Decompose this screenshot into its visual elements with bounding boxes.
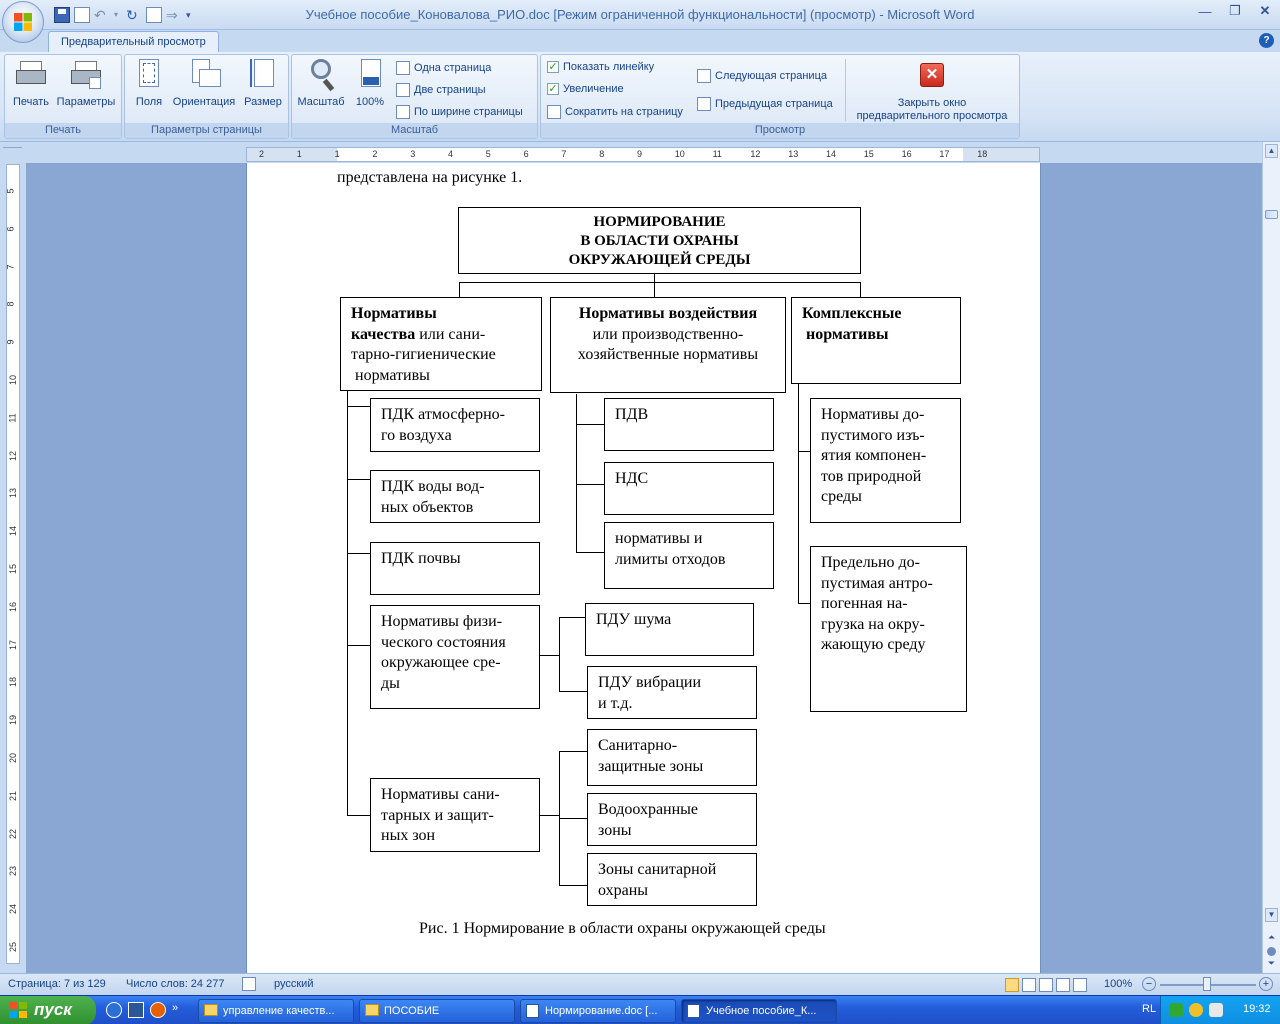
connector — [559, 617, 585, 618]
orientation-button[interactable] — [169, 57, 239, 108]
show-ruler-check-icon: ✓ — [548, 61, 558, 73]
ruler-number: 2 — [259, 149, 265, 159]
box-quality-standards — [340, 297, 542, 391]
windows-flag-icon — [8, 1001, 28, 1019]
ruler-number: 16 — [901, 149, 912, 159]
full-screen-reading-icon[interactable] — [1022, 978, 1036, 992]
box-pdu-noise — [585, 603, 754, 656]
restore-button[interactable]: ❐ — [1229, 3, 1241, 18]
keyboard-language[interactable]: RL — [1142, 1003, 1157, 1015]
box-line: погенная на- — [821, 595, 908, 612]
box-line: лимиты отходов — [615, 550, 726, 568]
window-title: Учебное пособие_Коновалова_РИО.doc [Режим ограниченной функциональности] (просмотр) - Microsoft Word — [305, 7, 975, 22]
document-page[interactable] — [246, 163, 1041, 973]
vertical-ruler-number: 15 — [8, 563, 19, 575]
quality-subtitle-3: нормативы — [355, 366, 430, 384]
box-sanitary-protection-areas — [587, 853, 757, 906]
two-pages-label: Две страницы — [414, 84, 486, 96]
zoom-slider-thumb[interactable] — [1203, 977, 1211, 991]
vertical-ruler-number: 5 — [5, 188, 16, 194]
ruler-number: 7 — [561, 149, 567, 159]
ruler-number: 5 — [485, 149, 491, 159]
vertical-ruler-number: 14 — [8, 526, 19, 537]
previous-page-button[interactable] — [697, 97, 833, 111]
top-box-line: НОРМИРОВАНИЕ — [593, 214, 726, 230]
box-line: тарных и защит- — [381, 806, 494, 824]
ruler-number: 18 — [977, 149, 988, 159]
zoom-level[interactable]: 100% — [1104, 978, 1133, 990]
box-water-protection-zones — [587, 793, 757, 846]
box-anthropogenic-load — [810, 546, 967, 712]
send-icon[interactable]: ⇒ — [166, 7, 178, 23]
view-buttons — [1005, 978, 1087, 992]
shrink-one-page-button[interactable] — [547, 105, 683, 119]
connector — [654, 274, 655, 297]
outline-view-icon[interactable] — [1056, 978, 1070, 992]
one-page-icon — [396, 61, 410, 75]
folder-icon — [365, 1004, 379, 1016]
folder-icon — [204, 1004, 218, 1016]
group-divider — [845, 59, 846, 121]
scroll-thumb[interactable] — [1265, 210, 1278, 219]
task-label: Нормирование.doc [... — [545, 1005, 658, 1017]
connector — [347, 815, 370, 816]
page-width-icon — [396, 105, 410, 119]
ribbon — [0, 52, 1280, 142]
margins-icon — [132, 57, 166, 93]
shrink-label: Сократить на страницу — [565, 106, 683, 118]
ie-icon[interactable] — [106, 1002, 122, 1018]
margins-button[interactable] — [131, 57, 167, 108]
ruler-number: 14 — [826, 149, 837, 159]
task-label: ПОСОБИЕ — [384, 1005, 440, 1017]
ruler-number: 6 — [523, 149, 529, 159]
box-pdk-soil — [370, 542, 540, 595]
ruler-number: 4 — [448, 149, 454, 159]
connector — [860, 282, 861, 297]
windows-taskbar — [0, 995, 1280, 1024]
connector — [798, 451, 810, 452]
vertical-ruler[interactable] — [0, 148, 26, 973]
undo-icon[interactable]: ↶ — [94, 7, 106, 23]
size-button[interactable] — [241, 57, 285, 108]
ruler-number: 9 — [637, 149, 643, 159]
two-pages-button[interactable] — [396, 83, 486, 97]
print-button-label: Печать — [12, 96, 50, 108]
start-label: пуск — [34, 1000, 72, 1019]
next-page-icon — [697, 69, 711, 83]
vertical-ruler-number: 8 — [5, 301, 16, 307]
box-line: охраны — [598, 881, 649, 899]
connector — [459, 282, 460, 297]
box-line: среды — [821, 488, 862, 505]
box-line: ПДК атмосферно- — [381, 406, 505, 423]
window-controls — [1190, 0, 1280, 24]
box-pdu-vibration — [587, 666, 757, 719]
box-line: ных зон — [381, 827, 436, 844]
box-line: ПДУ шума — [596, 611, 672, 628]
redo-icon[interactable]: ↻ — [126, 7, 138, 23]
status-language[interactable]: русский — [274, 978, 314, 990]
clock: 19:32 — [1243, 1003, 1271, 1015]
box-line: защитные зоны — [598, 757, 704, 775]
vertical-scrollbar[interactable] — [1262, 142, 1280, 973]
vertical-ruler-number: 10 — [8, 374, 19, 386]
page-width-label: По ширине страницы — [414, 106, 523, 118]
connector — [559, 691, 587, 692]
zoom-label: Масштаб — [297, 96, 345, 108]
ruler-number: 17 — [939, 149, 950, 159]
group-print — [4, 54, 122, 139]
connector — [559, 818, 587, 819]
taskbar-item[interactable] — [520, 999, 676, 1023]
print-options-label: Параметры — [56, 96, 116, 108]
taskbar-item[interactable] — [359, 999, 515, 1023]
connector — [459, 282, 860, 283]
tray-app-icon[interactable] — [1209, 1003, 1223, 1017]
print-options-icon — [69, 57, 103, 93]
box-line: Зоны санитарной — [598, 861, 717, 878]
group-label-page-setup: Параметры страницы — [125, 123, 288, 138]
print-options-button[interactable] — [55, 57, 117, 108]
magnifier-label: Увеличение — [563, 83, 624, 95]
box-physical-state — [370, 605, 540, 709]
group-page-setup — [124, 54, 289, 139]
office-logo-icon — [13, 12, 33, 32]
box-line: ПДК почвы — [381, 550, 461, 567]
close-preview-button[interactable] — [847, 57, 1017, 123]
tab-print-preview[interactable]: Предварительный просмотр — [48, 31, 219, 53]
tray-network-icon[interactable] — [1169, 1003, 1183, 1017]
connector — [576, 394, 577, 552]
quality-subtitle: или сани- — [415, 325, 486, 343]
margins-label: Поля — [135, 96, 163, 108]
title-bar — [0, 0, 1280, 30]
connector — [347, 553, 370, 554]
shrink-icon — [547, 105, 561, 119]
connector — [576, 424, 604, 425]
box-line: Предельно до- — [821, 554, 920, 571]
ruler-number: 13 — [788, 149, 799, 159]
connector — [559, 885, 587, 886]
vertical-ruler-number: 18 — [8, 677, 19, 688]
box-line: Нормативы сани- — [381, 786, 500, 803]
spellcheck-icon[interactable] — [242, 977, 256, 991]
box-line: окружающее сре- — [381, 654, 501, 671]
undo-dropdown-icon[interactable]: ▾ — [114, 10, 119, 19]
tray-volume-icon[interactable] — [1189, 1003, 1203, 1017]
box-line: ПДУ вибрации — [598, 674, 702, 691]
zoom-button[interactable] — [296, 57, 346, 108]
orientation-icon — [187, 57, 221, 93]
box-line: ПДВ — [615, 406, 649, 423]
connector — [539, 655, 559, 656]
vertical-ruler-number: 24 — [8, 904, 19, 915]
vertical-ruler-number: 25 — [8, 941, 19, 953]
vertical-ruler-number: 17 — [8, 639, 19, 650]
box-nds — [604, 462, 774, 515]
vertical-ruler-number: 7 — [5, 264, 16, 270]
browse-object-icon[interactable] — [1267, 947, 1276, 956]
ruler-number: 11 — [712, 149, 722, 159]
page-100-icon — [353, 57, 387, 93]
box-line: ятия компонен- — [821, 447, 927, 464]
page-width-button[interactable] — [396, 105, 523, 119]
previous-page-icon — [697, 97, 711, 111]
ruler-number: 10 — [674, 149, 685, 159]
connector — [559, 751, 587, 752]
impact-subtitle-2: хозяйственные нормативы — [577, 346, 759, 363]
one-page-label: Одна страница — [414, 62, 492, 74]
connector — [798, 603, 810, 604]
ruler-number: 1 — [334, 149, 340, 159]
box-line: грузка на окру- — [821, 615, 925, 633]
task-label: управление качеств... — [223, 1005, 335, 1017]
vertical-ruler-number: 23 — [8, 866, 19, 877]
quick-launch-more-icon[interactable]: » — [172, 1002, 179, 1014]
connector — [347, 390, 348, 815]
horizontal-ruler[interactable] — [246, 147, 1040, 162]
zoom-100-label: 100% — [355, 96, 385, 108]
box-line: Водоохранные — [598, 801, 699, 818]
box-withdrawal-norms — [810, 398, 961, 523]
one-page-button[interactable] — [396, 61, 491, 75]
word-icon[interactable] — [128, 1002, 144, 1018]
draft-view-icon[interactable] — [1073, 978, 1087, 992]
magnifier-icon — [304, 57, 338, 93]
box-line: ческого состояния — [381, 633, 506, 651]
connector — [576, 552, 604, 553]
zoom-out-icon[interactable]: − — [1142, 977, 1156, 991]
box-pdk-air — [370, 398, 540, 452]
group-label-print: Печать — [5, 123, 121, 138]
group-preview — [540, 54, 1020, 139]
vertical-ruler-number: 6 — [5, 226, 16, 232]
ruler-number: 3 — [410, 149, 416, 159]
vertical-ruler-number: 21 — [8, 790, 19, 801]
two-pages-icon — [396, 83, 410, 97]
complex-title-1: Комплексные — [802, 305, 902, 322]
task-label: Учебное пособие_К... — [706, 1005, 817, 1017]
complex-title-2: нормативы — [806, 325, 889, 343]
taskbar-item-active[interactable] — [681, 999, 837, 1023]
box-line: пустимая антро- — [821, 574, 933, 592]
vertical-ruler-number: 22 — [8, 828, 19, 839]
print-layout-view-icon[interactable] — [1005, 978, 1019, 992]
connector — [576, 484, 604, 485]
orientation-label: Ориентация — [172, 96, 236, 108]
close-button[interactable]: ✕ — [1259, 3, 1271, 18]
box-line: нормативы и — [615, 530, 703, 547]
customize-qat-icon[interactable]: ▾ — [186, 10, 191, 20]
taskbar-item[interactable] — [198, 999, 354, 1023]
box-waste-limits — [604, 522, 774, 589]
box-pdk-water — [370, 470, 540, 523]
vertical-ruler-number: 9 — [5, 339, 16, 345]
box-line: го воздуха — [381, 426, 452, 444]
printer-icon — [14, 57, 48, 93]
box-line: ПДК воды вод- — [381, 478, 485, 495]
page-size-icon — [246, 57, 280, 93]
connector — [347, 479, 370, 480]
ruler-number: 12 — [750, 149, 761, 159]
minimize-button[interactable]: — — [1198, 3, 1212, 19]
box-line: Нормативы до- — [821, 406, 925, 423]
box-line: зоны — [598, 821, 632, 839]
print-button[interactable] — [9, 57, 53, 108]
close-preview-label-2: предварительного просмотра — [856, 110, 1008, 122]
vertical-ruler-number: 11 — [7, 413, 18, 423]
box-sanitary-protection-zones — [587, 729, 757, 786]
box-line: тов природной — [821, 467, 922, 485]
ruler-number: 1 — [296, 149, 302, 159]
box-line: НДС — [615, 470, 649, 487]
close-preview-label-1: Закрыть окно — [897, 97, 967, 109]
connector — [347, 406, 370, 407]
box-line: жающую среду — [821, 636, 926, 653]
connector — [559, 617, 560, 691]
box-pdv — [604, 398, 774, 451]
box-line: ды — [381, 674, 400, 692]
quality-title: Нормативы — [351, 305, 437, 322]
next-page-arrow-icon[interactable]: ⏷ — [1267, 958, 1276, 968]
magnifier-checkbox[interactable] — [547, 83, 624, 95]
box-line: Нормативы физи- — [381, 613, 503, 630]
scroll-down-icon[interactable]: ▼ — [1265, 908, 1278, 922]
next-page-label: Следующая страница — [715, 70, 827, 82]
vertical-ruler-number: 16 — [8, 601, 19, 612]
close-preview-icon: ✕ — [920, 63, 944, 87]
group-zoom — [291, 54, 538, 139]
box-sanitary-zones — [370, 778, 540, 852]
status-word-count[interactable]: Число слов: 24 277 — [126, 978, 225, 990]
previous-page-label: Предыдущая страница — [715, 98, 833, 110]
figure-caption: Рис. 1 Нормирование в области охраны окружающей среды — [419, 920, 826, 937]
vertical-ruler-number: 12 — [8, 450, 19, 461]
group-label-zoom: Масштаб — [292, 123, 537, 138]
intro-text: представлена на рисунке 1. — [337, 169, 523, 186]
top-box-normalization — [458, 207, 861, 274]
connector — [539, 815, 559, 816]
box-complex-standards — [791, 297, 961, 384]
status-page[interactable]: Страница: 7 из 129 — [8, 978, 106, 990]
office-button[interactable] — [2, 1, 44, 43]
box-line: ных объектов — [381, 498, 474, 516]
zoom-100-button[interactable] — [350, 57, 390, 108]
ruler-number: 8 — [599, 149, 605, 159]
box-line: и т.д. — [598, 694, 633, 712]
vertical-ruler-number: 20 — [8, 752, 19, 764]
scroll-up-icon[interactable]: ▲ — [1265, 144, 1278, 158]
top-box-line: ОКРУЖАЮЩЕЙ СРЕДЫ — [568, 252, 751, 268]
magnifier-check-icon: ✓ — [548, 83, 558, 95]
box-line: Санитарно- — [598, 737, 678, 754]
previous-page-arrow-icon[interactable]: ⏶ — [1267, 932, 1276, 942]
show-ruler-checkbox[interactable] — [547, 61, 654, 73]
quality-subtitle-2: тарно-гигиенические — [351, 346, 496, 363]
zoom-in-icon[interactable]: + — [1259, 977, 1273, 991]
impact-subtitle-1: или производственно- — [592, 325, 744, 343]
vertical-ruler-number: 19 — [8, 715, 19, 726]
system-tray — [1160, 996, 1280, 1024]
status-bar — [0, 973, 1280, 995]
impact-title: Нормативы воздействия — [578, 305, 758, 322]
quick-launch — [106, 1002, 178, 1018]
connector — [798, 384, 799, 603]
box-impact-standards — [550, 297, 786, 393]
help-icon[interactable]: ? — [1259, 33, 1274, 48]
vertical-ruler-number: 13 — [8, 488, 19, 499]
quality-title-2: качества — [351, 325, 416, 343]
top-box-line: В ОБЛАСТИ ОХРАНЫ — [580, 233, 739, 249]
next-page-button[interactable] — [697, 69, 827, 83]
ruler-number: 15 — [863, 149, 874, 159]
start-button[interactable] — [0, 996, 96, 1024]
group-label-preview: Просмотр — [541, 123, 1019, 138]
word-document-icon — [526, 1004, 539, 1018]
word-document-icon — [687, 1004, 700, 1018]
show-ruler-label: Показать линейку — [563, 61, 655, 73]
box-line: пустимого изъ- — [821, 426, 925, 444]
ruler-number: 2 — [372, 149, 378, 159]
web-layout-icon[interactable] — [1039, 978, 1053, 992]
firefox-icon[interactable] — [150, 1002, 166, 1018]
size-label: Размер — [244, 96, 282, 108]
connector — [347, 645, 370, 646]
ribbon-tab-row — [0, 30, 1280, 52]
